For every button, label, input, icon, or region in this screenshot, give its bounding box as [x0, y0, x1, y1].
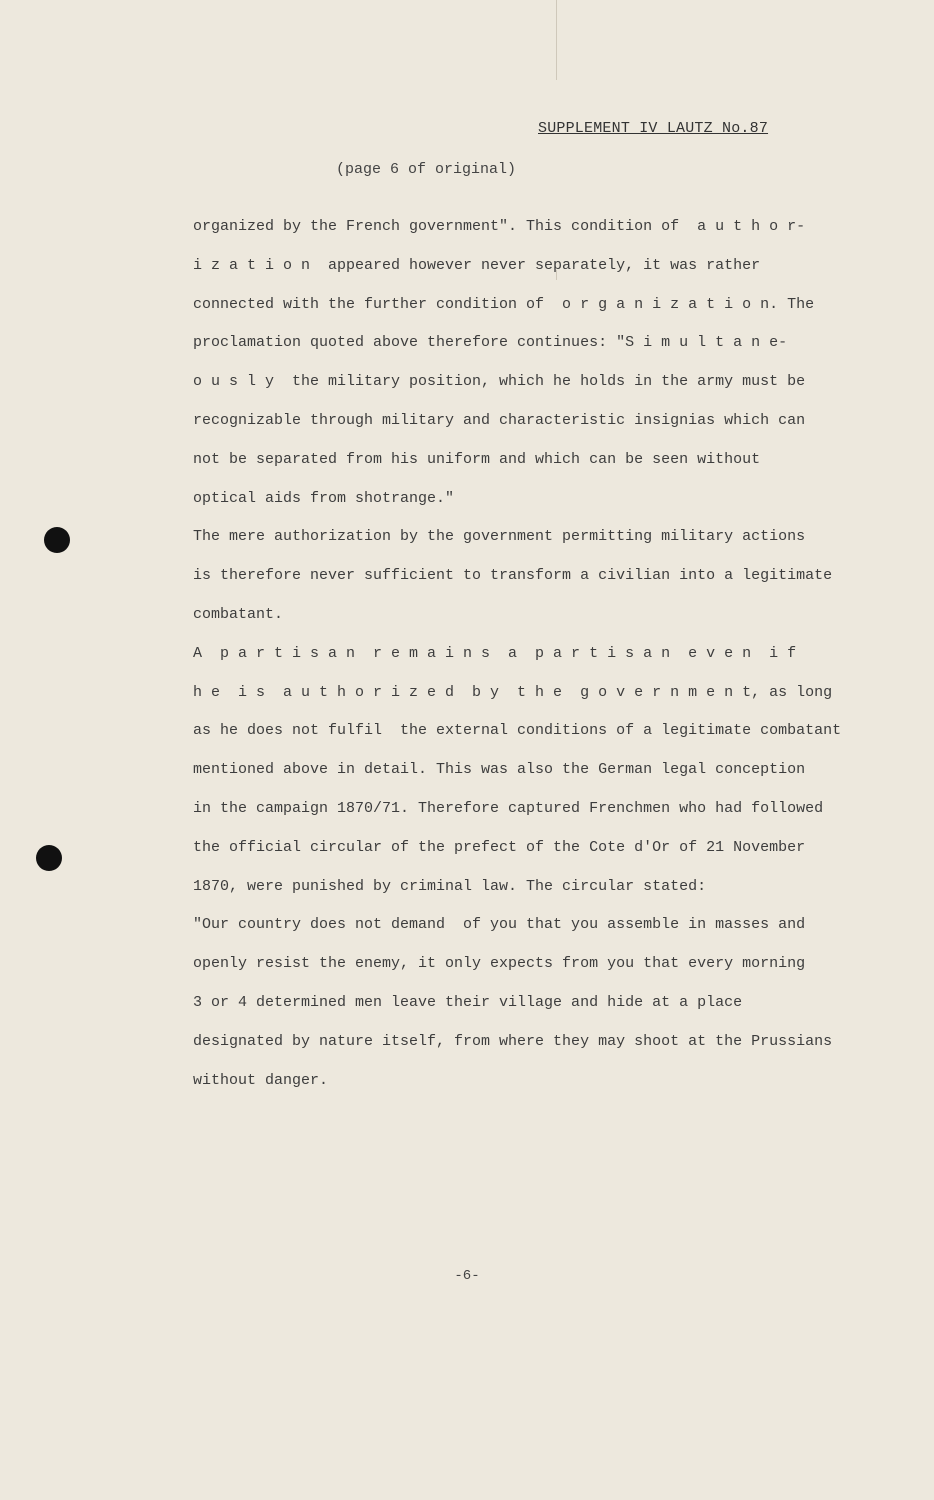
- body-text: [193, 217, 913, 1109]
- text-line: recognizable through military and characteristic insignias which can: [193, 411, 806, 429]
- punch-hole: [36, 845, 62, 871]
- text-line: The mere authorization by the government permitting military actions: [193, 528, 806, 546]
- text-line: 3 or 4 determined men leave their village and hide at a place: [193, 993, 743, 1011]
- text-line: i z a t i o n appeared however never separately, it was rather: [193, 256, 761, 274]
- text-line: as he does not fulfil the external conditions of a legitimate combatant: [193, 722, 842, 740]
- text-line: mentioned above in detail. This was also the German legal conception: [193, 761, 806, 779]
- fold-mark: [556, 0, 557, 80]
- text-line: A p a r t i s a n r e m a i n s a p a r t i s a n e v e n i f: [193, 644, 797, 662]
- text-line: not be separated from his uniform and which can be seen without: [193, 450, 761, 468]
- supplement-reference: SUPPLEMENT IV LAUTZ No.87: [538, 120, 769, 137]
- text-line: optical aids from shotrange.": [193, 489, 455, 507]
- text-line: o u s l y the military position, which he holds in the army must be: [193, 373, 806, 391]
- text-line: combatant.: [193, 605, 284, 623]
- text-line: without danger.: [193, 1071, 329, 1089]
- text-line: designated by nature itself, from where they may shoot at the Prussians: [193, 1032, 833, 1050]
- page-number: -6-: [454, 1268, 480, 1284]
- text-line: openly resist the enemy, it only expects from you that every morning: [193, 955, 806, 973]
- text-line: the official circular of the prefect of the Cote d'Or of 21 November: [193, 838, 806, 856]
- text-line: h e i s a u t h o r i z e d b y t h e g o v e r n m e n t, as long: [193, 683, 833, 701]
- text-line: 1870, were punished by criminal law. The circular stated:: [193, 877, 707, 895]
- text-line: in the campaign 1870/71. Therefore captured Frenchmen who had followed: [193, 799, 824, 817]
- punch-hole: [44, 527, 70, 553]
- text-line: connected with the further condition of o r g a n i z a t i o n. The: [193, 295, 815, 313]
- text-line: proclamation quoted above therefore continues: "S i m u l t a n e-: [193, 334, 788, 352]
- original-page-note: (page 6 of original): [336, 161, 517, 178]
- text-line: organized by the French government". This condition of a u t h o r-: [193, 218, 806, 235]
- text-line: is therefore never sufficient to transform a civilian into a legitimate: [193, 567, 833, 585]
- text-line: "Our country does not demand of you that you assemble in masses and: [193, 916, 806, 934]
